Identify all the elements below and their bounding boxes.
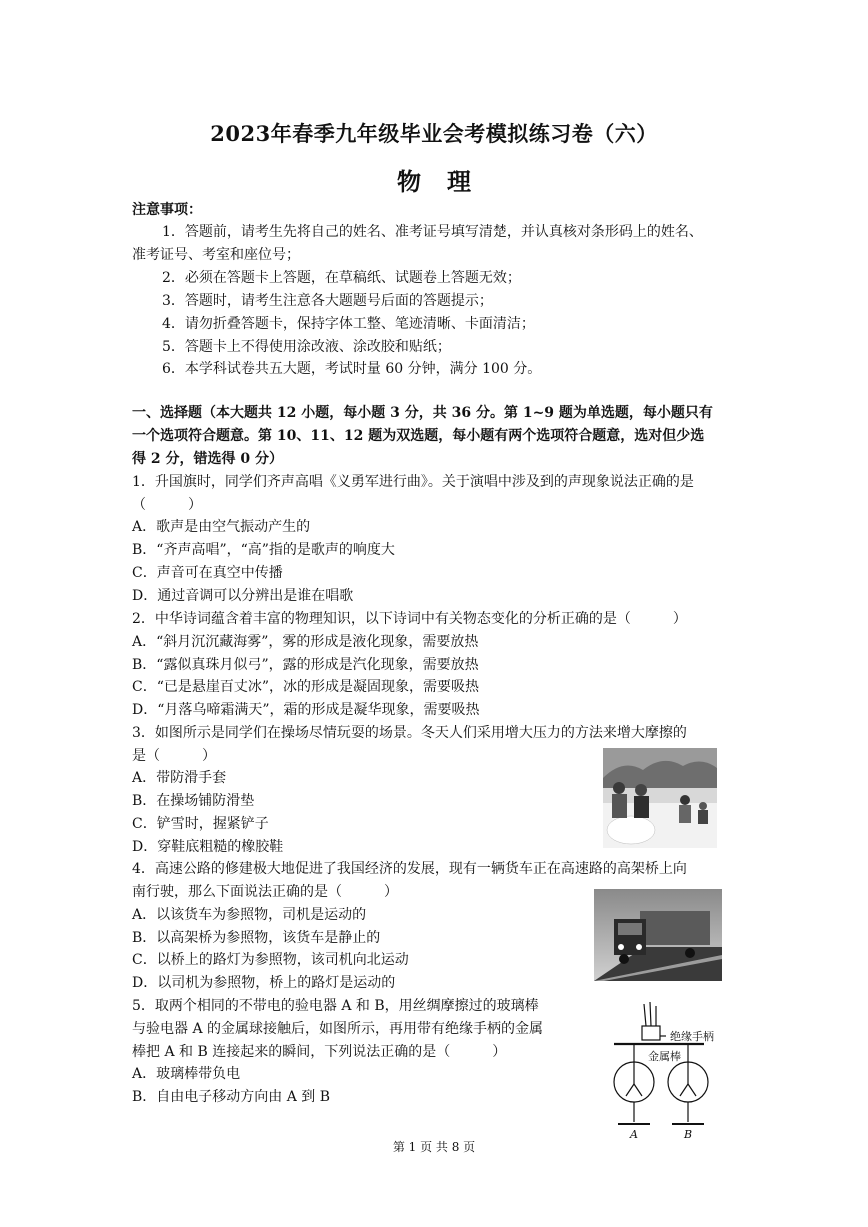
notice-item-2: 2．必须在答题卡上答题，在草稿纸、试题卷上答题无效； [162,270,521,286]
question-3-option-b: B．在操场铺防滑垫 [132,793,255,809]
question-2-stem: 2．中华诗词蕴含着丰富的物理知识，以下诗词中有关物态变化的分析正确的是（ ） [132,611,687,627]
notice-item-3: 3．答题时，请考生注意各大题题号后面的答题提示； [162,293,493,309]
question-3-stem: 3．如图所示是同学们在操场尽情玩耍的场景。冬天人们采用增大压力的方法来增大摩擦的 [132,725,687,741]
question-5-stem: 5．取两个相同的不带电的验电器 A 和 B，用丝绸摩擦过的玻璃棒 [132,998,539,1014]
question-5-stem-cont: 棒把 A 和 B 连接起来的瞬间，下列说法正确的是（ ） [132,1044,507,1060]
label-metal-rod: 金属棒 [648,1050,681,1063]
subject-title: 物理 [397,167,497,196]
snow-playground-photo [603,748,717,848]
label-electroscope-a: A [630,1128,638,1141]
question-1-option-c: C．声音可在真空中传播 [132,565,283,581]
section-heading-cont: 一个选项符合题意。第 10、11、12 题为双选题，每小题有两个选项符合题意，选对但少选 [132,428,705,444]
question-3-stem-cont: 是（ ） [132,748,216,764]
notice-item-1: 1．答题前，请考生先将自己的姓名、准考证号填写清楚，并认真核对条形码上的姓名、 [162,224,703,240]
question-1-option-d: D．通过音调可以分辨出是谁在唱歌 [132,588,354,604]
question-2-option-d: D．“月落乌啼霜满天”，霜的形成是凝华现象，需要吸热 [132,702,480,718]
notice-item-1-cont: 准考证号、考室和座位号； [132,247,300,263]
notice-heading: 注意事项： [132,202,202,218]
question-3-option-a: A．带防滑手套 [132,770,227,786]
question-4-option-d: D．以司机为参照物，桥上的路灯是运动的 [132,975,396,991]
question-2-option-b: B．“露似真珠月似弓”，露的形成是汽化现象，需要放热 [132,657,479,673]
question-1-option-a: A．歌声是由空气振动产生的 [132,519,311,535]
truck-highway-photo [594,889,722,981]
question-1-stem: 1．升国旗时，同学们齐声高唱《义勇军进行曲》。关于演唱中涉及到的声现象说法正确的是 [132,474,694,490]
notice-item-6: 6．本学科试卷共五大题，考试时量 60 分钟，满分 100 分。 [162,361,542,377]
question-2-option-c: C．“已是悬崖百丈冰”，冰的形成是凝固现象，需要吸热 [132,679,480,695]
question-5-option-b: B．自由电子移动方向由 A 到 B [132,1089,331,1105]
question-1-option-b: B．“齐声高唱”，“高”指的是歌声的响度大 [132,542,395,558]
question-3-option-c: C．铲雪时，握紧铲子 [132,816,269,832]
question-4-option-a: A．以该货车为参照物，司机是运动的 [132,907,367,923]
label-insulated-handle: 绝缘手柄 [670,1030,714,1043]
question-4-option-c: C．以桥上的路灯为参照物，该司机向北运动 [132,952,409,968]
label-electroscope-b: B [684,1128,693,1141]
section-heading: 一、选择题（本大题共 12 小题，每小题 3 分，共 36 分。第 1~9 题为单选题，每小题只有 [132,405,713,421]
question-3-option-d: D．穿鞋底粗糙的橡胶鞋 [132,839,284,855]
notice-item-4: 4．请勿折叠答题卡，保持字体工整、笔迹清晰、卡面清洁； [162,316,535,332]
question-1-stem-cont: （ ） [132,497,202,513]
section-heading-cont: 得 2 分，错选得 0 分） [132,451,283,467]
page-number: 第 1 页 共 8 页 [392,1140,476,1154]
question-4-option-b: B．以高架桥为参照物，该货车是静止的 [132,930,381,946]
question-4-stem-cont: 南行驶，那么下面说法正确的是（ ） [132,884,398,900]
page-title: 2023年春季九年级毕业会考模拟练习卷（六） [210,121,658,146]
question-5-option-a: A．玻璃棒带负电 [132,1066,241,1082]
notice-item-5: 5．答题卡上不得使用涂改液、涂改胶和贴纸； [162,339,451,355]
question-4-stem: 4．高速公路的修建极大地促进了我国经济的发展，现有一辆货车正在高速路的高架桥上向 [132,861,687,877]
electroscope-diagram [604,1000,734,1142]
question-2-option-a: A．“斜月沉沉藏海雾”，雾的形成是液化现象，需要放热 [132,634,479,650]
question-5-stem-cont: 与验电器 A 的金属球接触后，如图所示，再用带有绝缘手柄的金属 [132,1021,544,1037]
